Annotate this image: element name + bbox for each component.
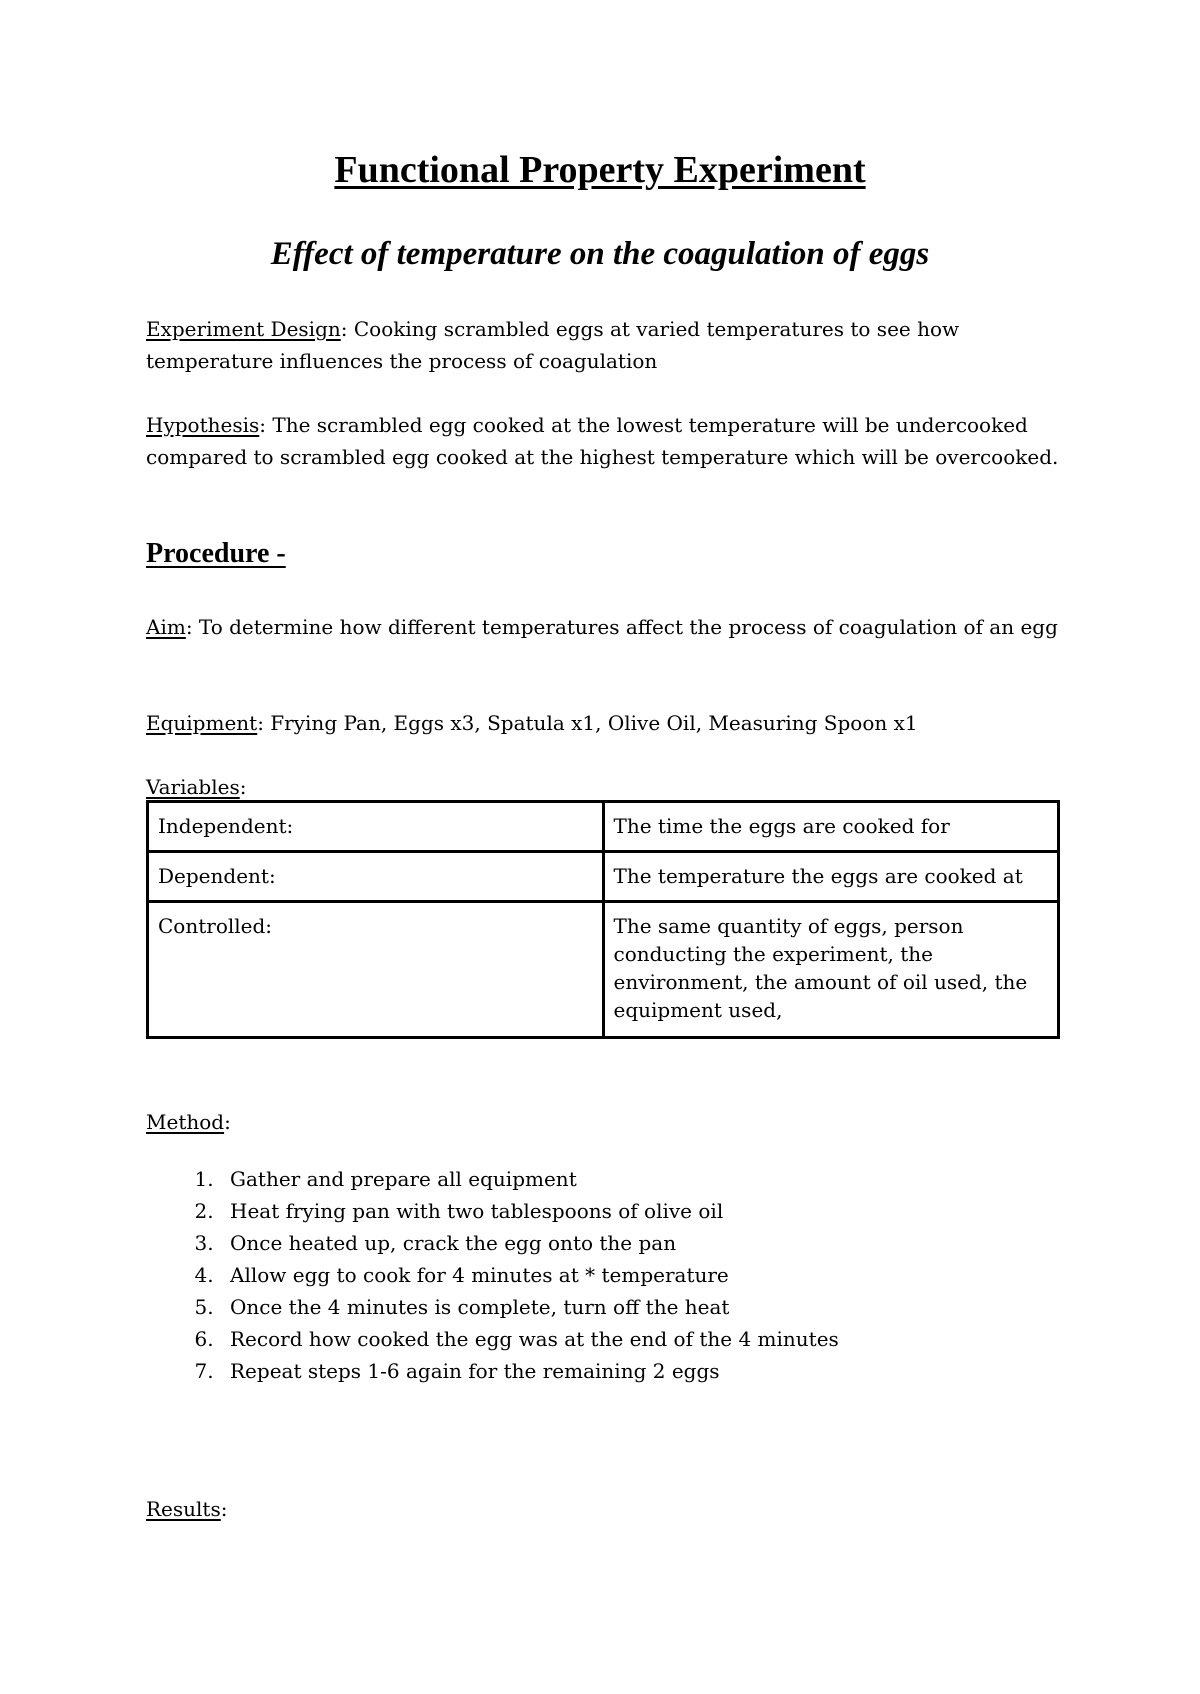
results-label: Results <box>146 1497 221 1521</box>
table-row <box>148 802 1059 852</box>
variables-colon: : <box>239 775 247 799</box>
results-heading <box>146 1493 1066 1525</box>
list-item: 2. Heat frying pan with two tablespoons of olive oil <box>220 1195 1120 1227</box>
aim-text: : To determine how different temperatures affect the process of coagulation of an egg <box>185 615 1058 639</box>
equipment-label: Equipment <box>146 711 258 735</box>
aim-paragraph <box>146 611 1066 643</box>
method-steps-list <box>146 1163 1120 1387</box>
document-subtitle: Effect of temperature on the coagulation of eggs <box>270 236 930 272</box>
list-item: 4. Allow egg to cook for 4 minutes at * temperature <box>220 1259 1120 1291</box>
variable-value-cell: The temperature the eggs are cooked at <box>603 852 1059 902</box>
variable-name-cell: Dependent: <box>148 852 604 902</box>
experiment-design-label: Experiment Design <box>146 317 341 341</box>
equipment-text: : Frying Pan, Eggs x3, Spatula x1, Olive Oil, Measuring Spoon x1 <box>257 711 918 735</box>
list-item: 1. Gather and prepare all equipment <box>220 1163 1120 1195</box>
equipment-paragraph <box>146 707 1066 739</box>
experiment-design-paragraph <box>146 313 1066 377</box>
procedure-heading: Procedure - <box>146 538 286 569</box>
hypothesis-text: : The scrambled egg cooked at the lowest temperature will be undercooked compared to scrambled egg cooked at the highest temperature which will be overcooked. <box>146 413 1059 469</box>
experiment-design-text: : Cooking scrambled eggs at varied temperatures to see how temperature influences the process of coagulation <box>146 317 960 373</box>
variables-heading <box>146 771 1066 803</box>
variable-name-cell: Independent: <box>148 802 604 852</box>
variables-table <box>146 800 1060 1039</box>
variables-label: Variables <box>146 775 240 799</box>
list-item: 6. Record how cooked the egg was at the end of the 4 minutes <box>220 1323 1120 1355</box>
hypothesis-paragraph <box>146 409 1066 473</box>
list-item: 5. Once the 4 minutes is complete, turn off the heat <box>220 1291 1120 1323</box>
method-label: Method <box>146 1110 225 1134</box>
results-colon: : <box>220 1497 228 1521</box>
list-item: 3. Once heated up, crack the egg onto the pan <box>220 1227 1120 1259</box>
table-row <box>148 852 1059 902</box>
variable-value-cell: The time the eggs are cooked for <box>603 802 1059 852</box>
aim-label: Aim <box>146 615 186 639</box>
document-title: Functional Property Experiment <box>334 149 866 191</box>
method-colon: : <box>224 1110 231 1134</box>
method-heading <box>146 1106 1066 1138</box>
variable-name-cell: Controlled: <box>148 902 604 1038</box>
list-item: 7. Repeat steps 1-6 again for the remaining 2 eggs <box>220 1355 1120 1387</box>
variable-value-cell: The same quantity of eggs, person conducting the experiment, the environment, the amount of oil used, the equipment used, <box>603 902 1059 1038</box>
hypothesis-label: Hypothesis <box>146 413 260 437</box>
table-row <box>148 902 1059 1038</box>
